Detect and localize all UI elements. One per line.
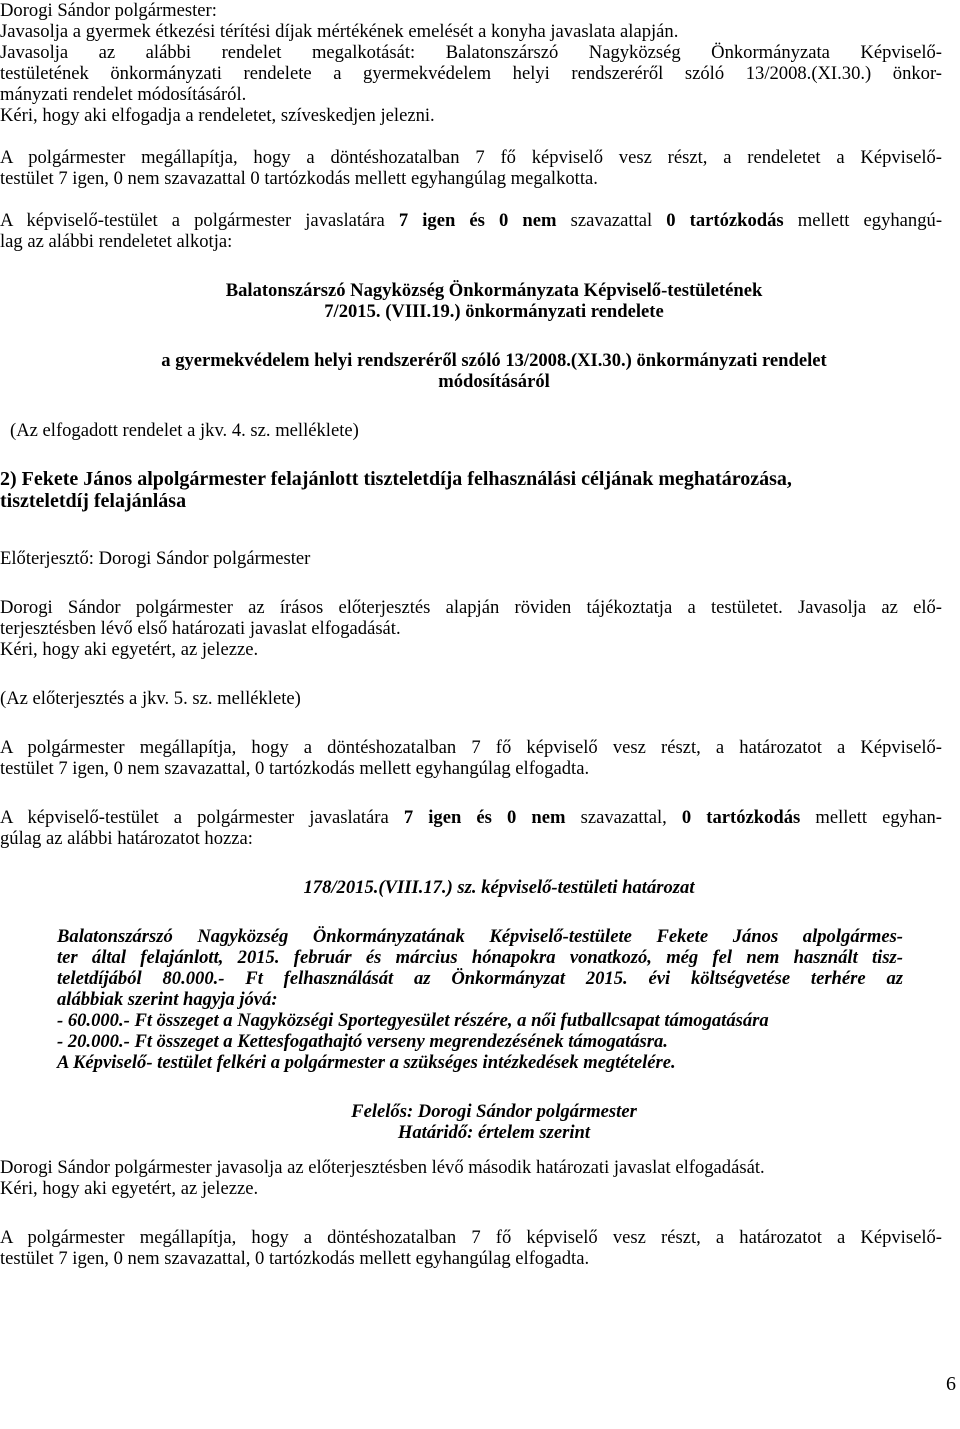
resolution-text: ter által felajánlott, 2015. február és március hónapokra vonatkozó, még fel nem használt tisz-: [57, 947, 903, 968]
text-line: testületének önkormányzati rendelete a gyermekvédelem helyi rendszeréről szóló 13/2008.(XI.30.) önkor-: [0, 63, 942, 84]
abstain-count: 0 tartózkodás: [681, 807, 801, 828]
resolution-list-item: - 60.000.- Ft összeget a Nagyközségi Sportegyesület részére, a női futballcsapat támogatására: [57, 1010, 769, 1031]
text-line: lag az alábbi rendeletet alkotja:: [0, 231, 233, 252]
decree-subject: a gyermekvédelem helyi rendszeréről szóló 13/2008.(XI.30.) önkormányzati rendelet: [161, 350, 827, 371]
agenda-item-heading: 2) Fekete János alpolgármester felajánlott tiszteletdíja felhasználási céljának meghatározása,: [0, 468, 792, 490]
text-line: gúlag az alábbi határozatot hozza:: [0, 828, 253, 849]
text-line: Kéri, hogy aki egyetért, az jelezze.: [0, 639, 259, 660]
text-line: Javasolja a gyermek étkezési térítési díjak mértékének emelését a konyha javaslata alapján.: [0, 21, 679, 42]
resolution-text: A Képviselő- testület felkéri a polgármester a szükséges intézkedések megtételére.: [57, 1052, 676, 1073]
text-segment: A képviselő-testület a polgármester javaslatára: [0, 210, 385, 231]
text-line: Javasolja az alábbi rendelet megalkotását: Balatonszárszó Nagyközség Önkormányzata Képviselő-: [0, 42, 942, 63]
resolution-text: teletdíjából 80.000.- Ft felhasználását az Önkormányzat 2015. évi költségvetése terhére az: [57, 968, 903, 989]
vote-count: 7 igen és 0 nem: [403, 807, 566, 828]
abstain-count: 0 tartózkodás: [666, 210, 784, 231]
text-line: A polgármester megállapítja, hogy a döntéshozatalban 7 fő képviselő vesz részt, a határozatot a Képviselő-: [0, 737, 942, 758]
responsible-line: Felelős: Dorogi Sándor polgármester: [351, 1101, 637, 1122]
page-number: 6: [946, 1373, 956, 1395]
text-line: Kéri, hogy aki elfogadja a rendeletet, szíveskedjen jelezni.: [0, 105, 435, 126]
text-line: testület 7 igen, 0 nem szavazattal 0 tartózkodás mellett egyhangúlag megalkotta.: [0, 168, 598, 189]
resolution-text: alábbiak szerint hagyja jóvá:: [57, 989, 278, 1010]
decree-number: 7/2015. (VIII.19.) önkormányzati rendelete: [324, 301, 664, 322]
text-line: mányzati rendelet módosításáról.: [0, 84, 247, 105]
text-segment: A képviselő-testület a polgármester javaslatára: [0, 807, 389, 828]
text-segment: szavazattal,: [580, 807, 667, 828]
deadline-line: Határidő: értelem szerint: [397, 1122, 591, 1143]
text-line: Dorogi Sándor polgármester az írásos előterjesztés alapján röviden tájékoztatja a testületet. Javasolja az elő-: [0, 597, 942, 618]
text-line: A polgármester megállapítja, hogy a döntéshozatalban 7 fő képviselő vesz részt, a határozatot a Képviselő-: [0, 1227, 942, 1248]
resolution-title: 178/2015.(VIII.17.) sz. képviselő-testületi határozat: [303, 877, 695, 898]
text-line: terjesztésben lévő első határozati javaslat elfogadását.: [0, 618, 401, 639]
text-line: A polgármester megállapítja, hogy a döntéshozatalban 7 fő képviselő vesz részt, a rendeletet a Képviselő-: [0, 147, 942, 168]
text-line: testület 7 igen, 0 nem szavazattal, 0 tartózkodás mellett egyhangúlag elfogadta.: [0, 1248, 590, 1269]
speaker-line: Dorogi Sándor polgármester:: [0, 0, 217, 21]
text-segment: mellett egyhan-: [815, 807, 943, 828]
text-line: Dorogi Sándor polgármester javasolja az előterjesztésben lévő második határozati javaslat elfogadását.: [0, 1157, 765, 1178]
text-segment: szavazattal: [570, 210, 653, 231]
vote-line: [0, 807, 942, 828]
vote-count: 7 igen és 0 nem: [398, 210, 557, 231]
resolution-text: Balatonszárszó Nagyközség Önkormányzatának Képviselő-testülete Fekete János alpolgármes-: [57, 926, 903, 947]
text-segment: mellett egyhangú-: [797, 210, 943, 231]
text-line: Kéri, hogy aki egyetért, az jelezze.: [0, 1178, 259, 1199]
text-line: testület 7 igen, 0 nem szavazattal, 0 tartózkodás mellett egyhangúlag elfogadta.: [0, 758, 590, 779]
decree-title: Balatonszárszó Nagyközség Önkormányzata Képviselő-testületének: [225, 280, 763, 301]
presenter-line: Előterjesztő: Dorogi Sándor polgármester: [0, 548, 311, 569]
resolution-list-item: - 20.000.- Ft összeget a Kettesfogathajtó verseny megrendezésének támogatásra.: [57, 1031, 668, 1052]
vote-line: [0, 210, 942, 231]
decree-subject: módosításáról: [438, 371, 550, 392]
attachment-note: (Az előterjesztés a jkv. 5. sz. melléklete): [0, 688, 301, 709]
attachment-note: (Az elfogadott rendelet a jkv. 4. sz. melléklete): [10, 420, 359, 441]
agenda-item-heading: tiszteletdíj felajánlása: [0, 490, 187, 512]
